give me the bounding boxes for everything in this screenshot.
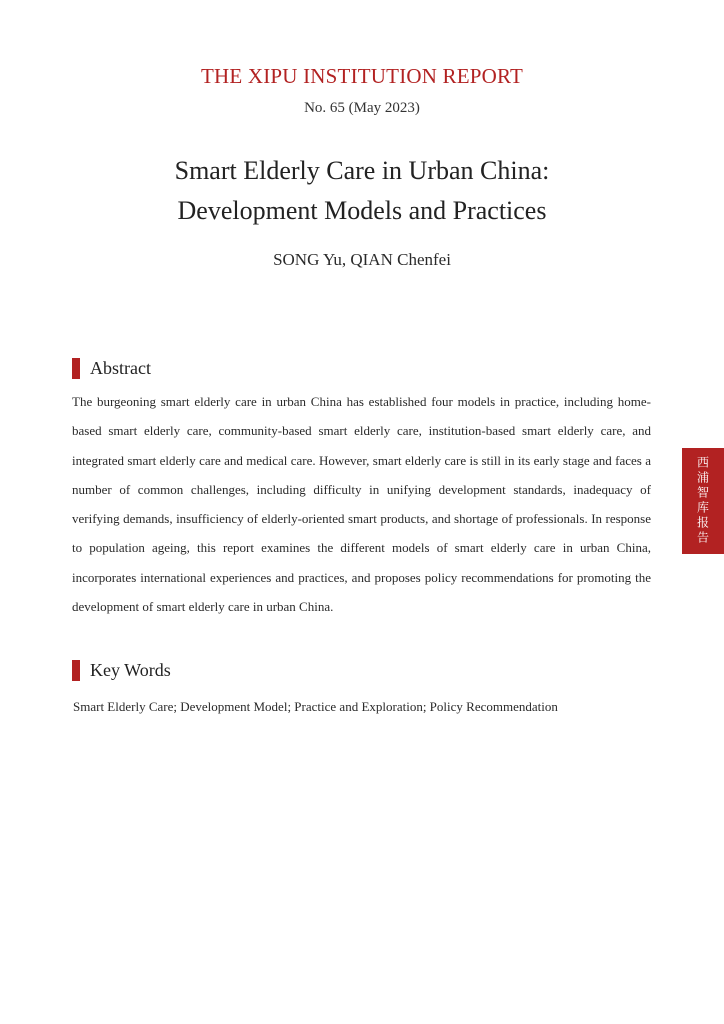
abstract-body: The burgeoning smart elderly care in urban China has established four models in practice, including home-based smart elderly care, community-based smart elderly care, institution-based smart elderly care, and integrated smart elderly care and medical care. However, smart elderly care is still in its early stage and faces a number of common challenges, including difficulty in unifying development standards, inadequacy of verifying demands, insufficiency of elderly-oriented smart products, and shortage of professionals. In response to population ageing, this report examines the different models of smart elderly care in urban China, incorporates international experiences and practices, and proposes policy recommendations for promoting the development of smart elderly care in urban China. <box>72 394 651 615</box>
abstract-heading-text: Abstract <box>90 357 151 378</box>
report-title-line-1: Smart Elderly Care in Urban China: <box>174 156 550 185</box>
report-authors: SONG Yu, QIAN Chenfei <box>273 250 451 269</box>
report-title-line-2: Development Models and Practices <box>177 196 547 225</box>
keywords-heading-text: Key Words <box>90 659 171 680</box>
keywords-body: Smart Elderly Care; Development Model; Practice and Exploration; Policy Recommendation <box>73 699 558 714</box>
report-title <box>0 151 724 231</box>
keywords-heading <box>72 659 171 681</box>
abstract-heading <box>72 357 151 379</box>
series-title: THE XIPU INSTITUTION REPORT <box>200 64 524 88</box>
side-tab <box>682 448 724 554</box>
abstract-heading-marker <box>72 358 80 379</box>
keywords-heading-marker <box>72 660 80 681</box>
side-tab-label: 西浦智库报告 <box>695 456 710 546</box>
issue-number: No. 65 (May 2023) <box>304 100 420 116</box>
